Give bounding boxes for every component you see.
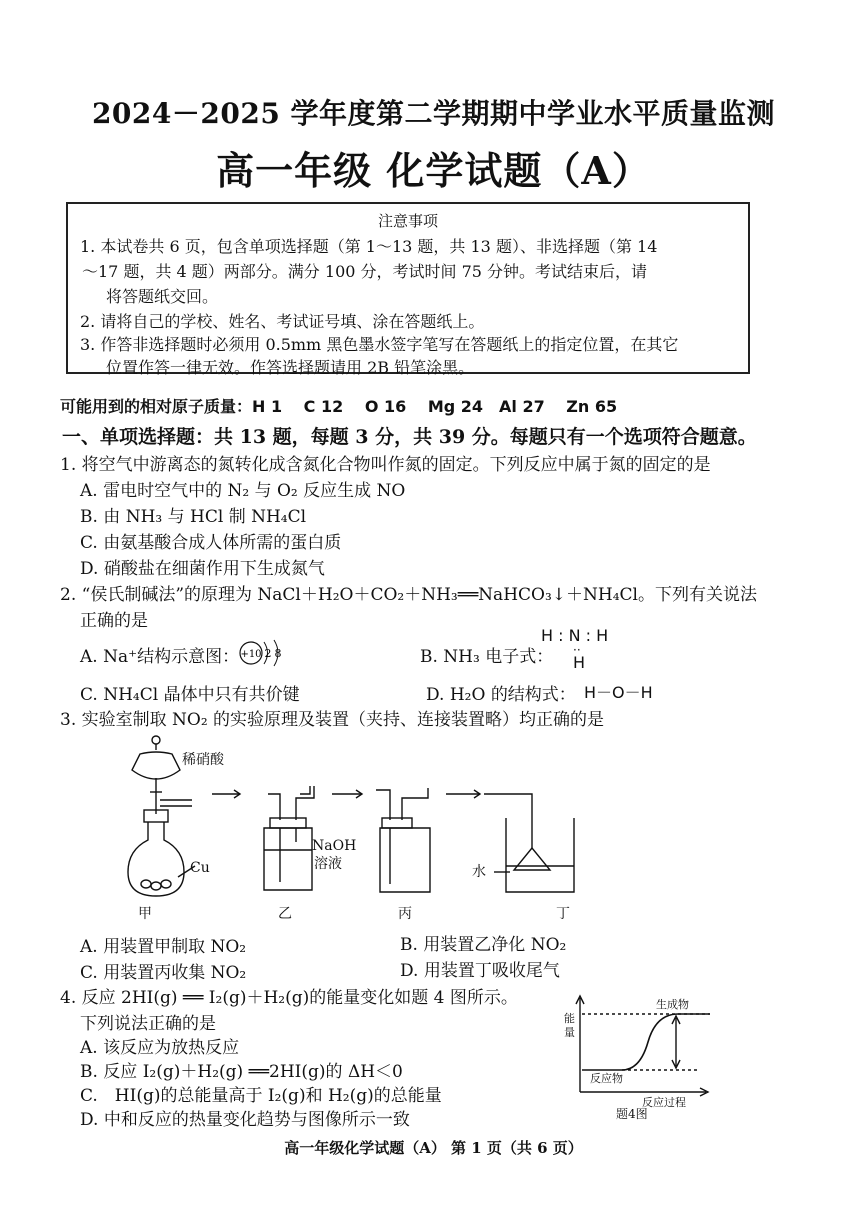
q4-option-d: D. 中和反应的热量变化趋势与图像所示一致 [80, 1110, 410, 1130]
q2-option-d: D. H₂O 的结构式： [426, 685, 576, 705]
q3-option-a: A. 用装置甲制取 NO₂ [80, 937, 247, 957]
q4-option-b: B. 反应 I₂(g)＋H₂(g) ══2HI(g)的 ΔH＜0 [80, 1062, 403, 1082]
q1-option-d: D. 硝酸盐在细菌作用下生成氮气 [80, 559, 325, 579]
page-footer: 高一年级化学试题（A） 第 1 页（共 6 页） [284, 1139, 583, 1157]
q3-option-d: D. 用装置丁吸收尾气 [400, 961, 560, 981]
question-2-stem-cont: 正确的是 [80, 611, 148, 631]
nh3-lewis-top: H : N : H [541, 626, 609, 645]
notice-line: 1. 本试卷共 6 页，包含单项选择题（第 1～13 题，共 13 题）、非选择题（第 14 [80, 237, 658, 256]
svg-text:反应过程: 反应过程 [642, 1096, 686, 1109]
svg-text:水: 水 [472, 864, 486, 880]
svg-text:2: 2 [264, 647, 272, 660]
svg-text:能: 能 [564, 1012, 575, 1025]
na-ion-structure-diagram [238, 636, 288, 670]
energy-diagram [560, 992, 720, 1122]
question-3-stem: 3. 实验室制取 NO₂ 的实验原理及装置（夹持、连接装置略）均正确的是 [60, 710, 605, 730]
notice-line: 2. 请将自己的学校、姓名、考试证号填、涂在答题纸上。 [80, 312, 485, 331]
svg-text:丁: 丁 [556, 906, 570, 922]
svg-text:稀硝酸: 稀硝酸 [182, 752, 224, 768]
section-heading: 一、单项选择题：共 13 题，每题 3 分，共 39 分。每题只有一个选项符合题意。 [62, 426, 757, 448]
question-4-stem-cont: 下列说法正确的是 [80, 1014, 216, 1034]
svg-text:Cu: Cu [190, 860, 210, 876]
svg-text:NaOH: NaOH [312, 838, 357, 854]
notice-line: ～17 题，共 4 题）两部分。满分 100 分，考试时间 75 分钟。考试结束后，请 [82, 262, 648, 281]
nh3-lewis-bottom: H [573, 653, 586, 672]
notice-title: 注意事项 [377, 212, 438, 230]
svg-text:8: 8 [274, 647, 282, 660]
q2-option-a: A. Na⁺结构示意图： [80, 647, 240, 667]
q1-option-a: A. 雷电时空气中的 N₂ 与 O₂ 反应生成 NO [80, 481, 406, 501]
question-2-stem: 2. “侯氏制碱法”的原理为 NaCl＋H₂O＋CO₂＋NH₃══NaHCO₃↓＋NH₄Cl。下列有关说法 [60, 585, 757, 605]
notice-line: 位置作答一律无效。作答选择题请用 2B 铅笔涂黑。 [106, 358, 475, 377]
svg-text:丙: 丙 [398, 906, 412, 922]
exam-title: 高一年级 化学试题（A） [216, 148, 651, 193]
svg-text:题4图: 题4图 [616, 1107, 648, 1121]
notice-line: 3. 作答非选择题时必须用 0.5mm 黑色墨水签字笔写在答题纸上的指定位置，在其它 [80, 335, 679, 354]
q2-option-c: C. NH₄Cl 晶体中只有共价键 [80, 685, 300, 705]
svg-text:乙: 乙 [278, 906, 292, 922]
svg-text:甲: 甲 [138, 906, 152, 922]
q3-option-c: C. 用装置丙收集 NO₂ [80, 963, 247, 983]
svg-text:生成物: 生成物 [656, 998, 689, 1011]
q4-option-a: A. 该反应为放热反应 [80, 1038, 240, 1058]
q3-option-b: B. 用装置乙净化 NO₂ [400, 935, 567, 955]
q2-option-b: B. NH₃ 电子式： [420, 647, 554, 667]
svg-text:量: 量 [564, 1026, 575, 1039]
lab-apparatus-figure [100, 732, 600, 924]
question-1-stem: 1. 将空气中游离态的氮转化成含氮化合物叫作氮的固定。下列反应中属于氮的固定的是 [60, 455, 711, 475]
atomic-masses: 可能用到的相对原子质量：H 1 C 12 O 16 Mg 24 Al 27 Zn 65 [60, 397, 618, 416]
nh3-lewis-dots: ·· [573, 643, 581, 657]
notice-line: 将答题纸交回。 [106, 287, 219, 306]
svg-text:溶液: 溶液 [314, 856, 342, 872]
svg-text:反应物: 反应物 [590, 1072, 623, 1085]
notice-box [66, 202, 750, 377]
q1-option-b: B. 由 NH₃ 与 HCl 制 NH₄Cl [80, 507, 307, 527]
svg-text:+10: +10 [240, 649, 262, 660]
question-4-stem: 4. 反应 2HI(g) ══ I₂(g)＋H₂(g)的能量变化如题 4 图所示。 [60, 988, 518, 1008]
q1-option-c: C. 由氨基酸合成人体所需的蛋白质 [80, 533, 342, 553]
q4-option-c: C. HI(g)的总能量高于 I₂(g)和 H₂(g)的总能量 [80, 1086, 442, 1106]
exam-header-line1: 2024－2025 学年度第二学期期中学业水平质量监测 [91, 97, 776, 130]
h2o-structural-formula: H－O－H [584, 683, 653, 702]
